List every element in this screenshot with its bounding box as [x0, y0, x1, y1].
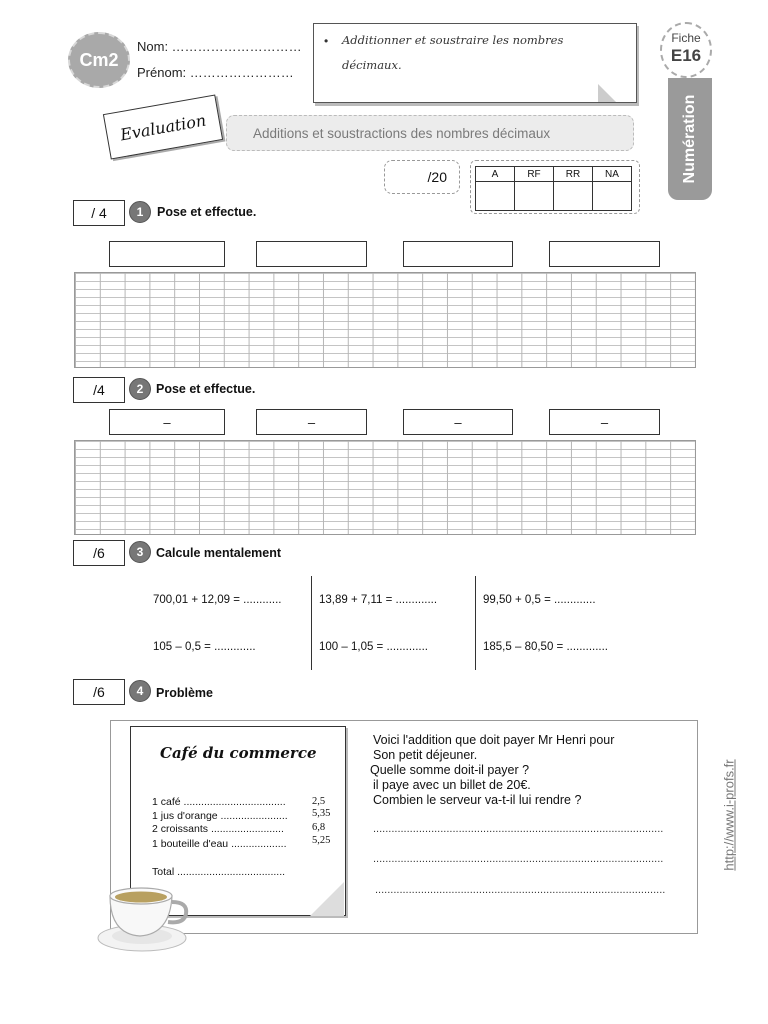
- problem-line-4: il paye avec un billet de 20€.: [373, 778, 531, 792]
- section-4-score[interactable]: /6: [73, 679, 125, 705]
- section-1-title: Pose et effectue.: [157, 205, 257, 219]
- site-url[interactable]: [714, 740, 744, 890]
- answer-line[interactable]: ...............................................................................................: [373, 823, 664, 835]
- evaluation-card: Evaluation: [103, 94, 223, 159]
- operation-box[interactable]: [549, 241, 660, 267]
- section-3-number: 3: [129, 541, 151, 563]
- receipt-price: 2,5: [312, 796, 326, 807]
- mental-calc[interactable]: 105 – 0,5 = .............: [153, 641, 256, 653]
- operation-box[interactable]: –: [403, 409, 513, 435]
- prenom-field[interactable]: Prénom: ……………………: [137, 65, 294, 80]
- section-3-title: Calcule mentalement: [156, 546, 282, 560]
- bullet-icon: •: [324, 34, 329, 48]
- section-4-number: 4: [129, 680, 151, 702]
- level-na: NA: [593, 167, 632, 182]
- operation-box[interactable]: –: [256, 409, 367, 435]
- problem-line-3: Quelle somme doit-il payer ?: [370, 763, 530, 777]
- problem-line-2: Son petit déjeuner.: [373, 748, 478, 762]
- operation-box[interactable]: [256, 241, 367, 267]
- section-4-title: Problème: [156, 686, 213, 700]
- receipt-price: 5,35: [312, 808, 331, 819]
- mental-calc[interactable]: 700,01 + 12,09 = ............: [153, 594, 282, 606]
- level-rr: RR: [554, 167, 593, 182]
- mental-calc[interactable]: 99,50 + 0,5 = .............: [483, 594, 596, 606]
- receipt-item: 2 croissants .........................: [152, 823, 284, 835]
- receipt-item: 1 café ...................................: [152, 796, 286, 808]
- site-url-label[interactable]: http://www.i-profs.fr: [721, 759, 737, 871]
- page-fold-icon: [598, 84, 616, 102]
- level-a: A: [476, 167, 515, 182]
- mental-calc[interactable]: 100 – 1,05 = .............: [319, 641, 428, 653]
- operation-box[interactable]: –: [549, 409, 660, 435]
- receipt-item: 1 jus d'orange .......................: [152, 810, 288, 822]
- operation-box[interactable]: [109, 241, 225, 267]
- operation-box[interactable]: [403, 241, 513, 267]
- coffee-cup-icon: [96, 878, 192, 956]
- mental-calc[interactable]: 13,89 + 7,11 = .............: [319, 594, 438, 606]
- page-title: Additions et soustractions des nombres décimaux: [226, 115, 634, 151]
- mental-calc[interactable]: 185,5 – 80,50 = .............: [483, 641, 608, 653]
- subject-tab: [668, 78, 712, 200]
- receipt-title: Café du commerce: [160, 744, 317, 762]
- level-rf-cell[interactable]: [515, 182, 554, 211]
- section-1-score[interactable]: / 4: [73, 200, 125, 226]
- receipt-price: 5,25: [312, 835, 331, 846]
- section-2-title: Pose et effectue.: [156, 382, 256, 396]
- level-rf: RF: [515, 167, 554, 182]
- subject-label: Numération: [681, 94, 698, 184]
- fiche-badge: [660, 22, 712, 78]
- level-na-cell[interactable]: [593, 182, 632, 211]
- objective-line-2: décimaux.: [342, 58, 402, 72]
- seyes-grid-2[interactable]: [74, 440, 696, 535]
- level-badge: Cm2: [68, 32, 130, 88]
- objective-line-1: Additionner et soustraire les nombres: [342, 33, 564, 47]
- seyes-grid-1[interactable]: [74, 272, 696, 368]
- nom-field[interactable]: Nom: …………………………: [137, 39, 302, 54]
- level-a-cell[interactable]: [476, 182, 515, 211]
- fiche-label: Fiche: [671, 31, 701, 45]
- receipt-price: 6,8: [312, 822, 326, 833]
- operation-box[interactable]: –: [109, 409, 225, 435]
- answer-line[interactable]: ...............................................................................................: [375, 884, 666, 896]
- objective-card: [313, 23, 637, 103]
- section-1-number: 1: [129, 201, 151, 223]
- answer-line[interactable]: ...............................................................................................: [373, 853, 664, 865]
- section-2-score[interactable]: /4: [73, 377, 125, 403]
- receipt-total[interactable]: Total .....................................: [152, 866, 286, 878]
- column-divider: [311, 576, 312, 670]
- section-3-score[interactable]: /6: [73, 540, 125, 566]
- receipt-item: 1 bouteille d'eau ...................: [152, 838, 287, 850]
- problem-line-1: Voici l'addition que doit payer Mr Henri pour: [373, 733, 615, 747]
- level-rr-cell[interactable]: [554, 182, 593, 211]
- column-divider: [475, 576, 476, 670]
- receipt-fold-icon: [310, 882, 344, 916]
- section-2-number: 2: [129, 378, 151, 400]
- problem-line-5: Combien le serveur va-t-il lui rendre ?: [373, 793, 582, 807]
- total-score: /20: [384, 160, 460, 194]
- levels-table: [475, 166, 632, 211]
- fiche-code: E16: [670, 46, 702, 65]
